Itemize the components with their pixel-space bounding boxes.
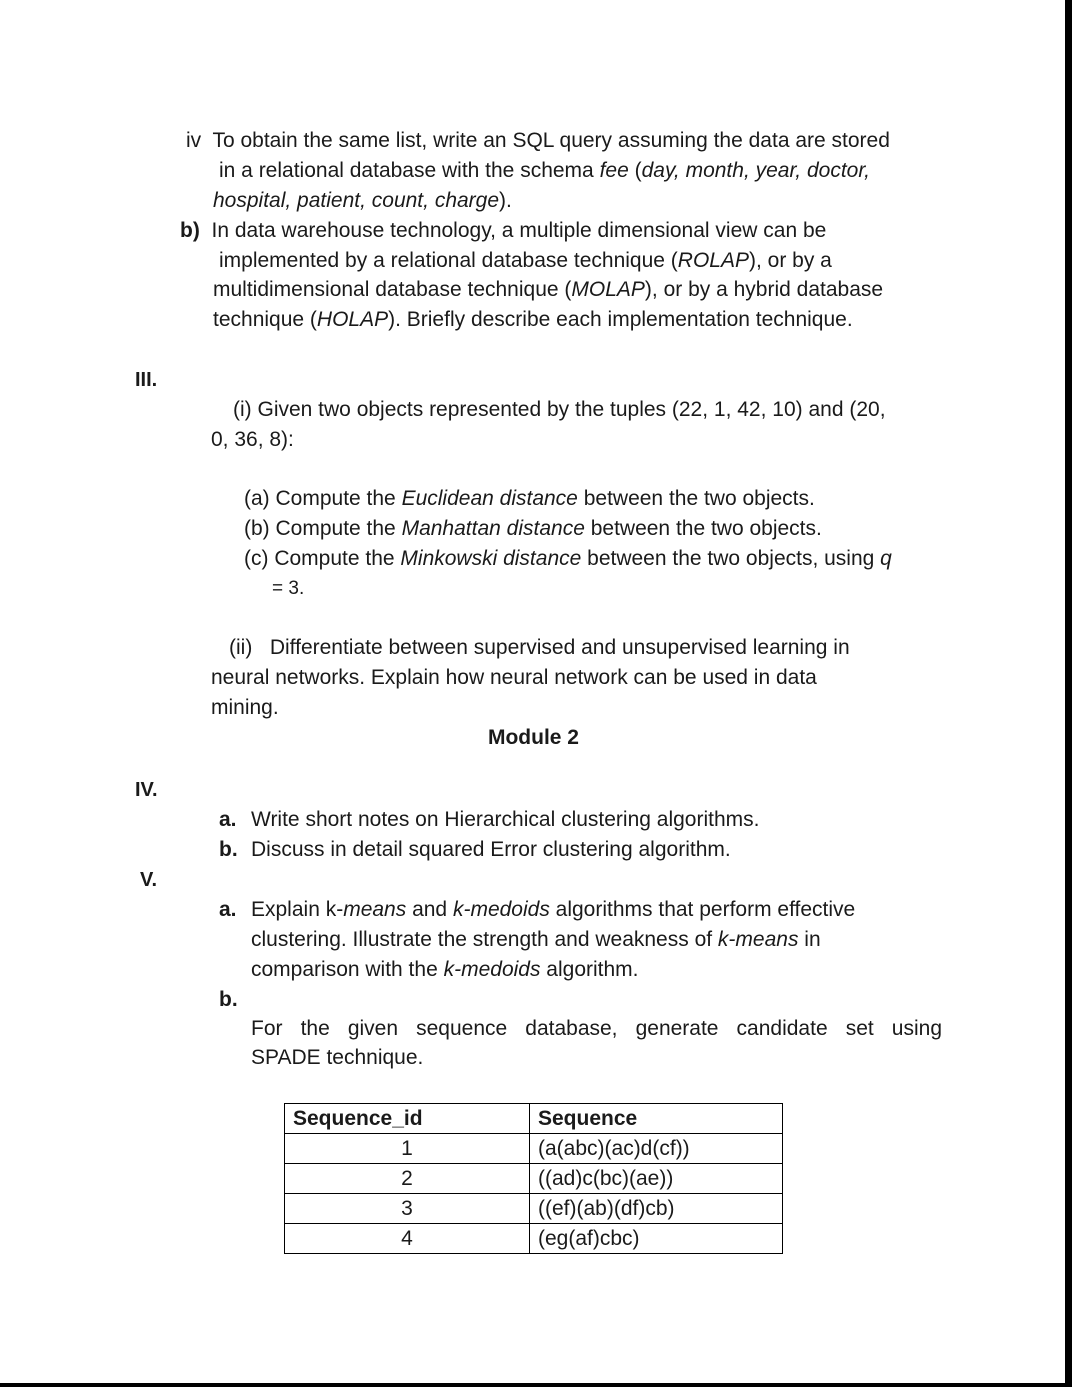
table-row [285, 1164, 783, 1194]
q3-ii-line3: mining. [211, 696, 279, 719]
q3-i-line2: 0, 36, 8): [211, 428, 294, 451]
q4-b: b. Discuss in detail squared Error clustering algorithm. [219, 838, 731, 861]
q2-b-line4: technique (HOLAP). Briefly describe each implementation technique. [213, 308, 853, 331]
question-numeral-iii: III. [135, 369, 158, 391]
cell-id: 1 [285, 1134, 530, 1164]
cell-id: 2 [285, 1164, 530, 1194]
question-numeral-iv: IV. [135, 779, 158, 801]
q5-b-label: b. [219, 988, 238, 1011]
table-row [285, 1194, 783, 1224]
cell-id: 3 [285, 1194, 530, 1224]
q3-i-line1: (i) Given two objects represented by the tuples (22, 1, 42, 10) and (20, [233, 398, 886, 421]
q5-b-line2: SPADE technique. [251, 1046, 424, 1069]
table-row [285, 1224, 783, 1254]
page-border-bottom [0, 1383, 1072, 1387]
q2-b-line3: multidimensional database technique (MOLAP), or by a hybrid database [213, 278, 884, 301]
q5-a-line1: a. Explain k-means and k-medoids algorithms that perform effective [219, 898, 856, 921]
q5-b-line1: For the given sequence database, generate candidate set using [251, 1017, 942, 1040]
q2-iv-line1: iv To obtain the same list, write an SQL query assuming the data are stored [186, 129, 890, 152]
q3-ii-line2: neural networks. Explain how neural network can be used in data [211, 666, 817, 689]
q2-b-line2: implemented by a relational database technique (ROLAP), or by a [219, 249, 832, 272]
cell-sequence: ((ad)c(bc)(ae)) [530, 1164, 783, 1194]
q2-iv-line2: in a relational database with the schema fee (day, month, year, doctor, [219, 159, 871, 182]
table-header-row [285, 1104, 783, 1134]
question-numeral-v: V. [140, 869, 158, 891]
q3-c-line2: = 3. [272, 578, 305, 599]
q4-a: a. Write short notes on Hierarchical clustering algorithms. [219, 808, 760, 831]
sequence-table [284, 1103, 783, 1254]
q2-b-line1: b) In data warehouse technology, a multiple dimensional view can be [180, 219, 827, 242]
q5-a-line3: comparison with the k-medoids algorithm. [251, 958, 639, 981]
q5-a-line2: clustering. Illustrate the strength and weakness of k-means in [251, 928, 821, 951]
page-border-right [1065, 0, 1072, 1387]
module-title: Module 2 [487, 726, 579, 749]
header-sequence-id: Sequence_id [285, 1104, 530, 1134]
q2-iv-line3: hospital, patient, count, charge). [213, 189, 512, 212]
q3-c: (c) Compute the Minkowski distance between the two objects, using q [244, 547, 892, 570]
q3-a: (a) Compute the Euclidean distance between the two objects. [244, 487, 815, 510]
table-row [285, 1134, 783, 1164]
cell-id: 4 [285, 1224, 530, 1254]
header-sequence: Sequence [530, 1104, 783, 1134]
q3-b: (b) Compute the Manhattan distance between the two objects. [244, 517, 822, 540]
cell-sequence: (eg(af)cbc) [530, 1224, 783, 1254]
cell-sequence: ((ef)(ab)(df)cb) [530, 1194, 783, 1224]
q3-ii-line1: (ii) Differentiate between supervised and unsupervised learning in [229, 636, 850, 659]
cell-sequence: (a(abc)(ac)d(cf)) [530, 1134, 783, 1164]
